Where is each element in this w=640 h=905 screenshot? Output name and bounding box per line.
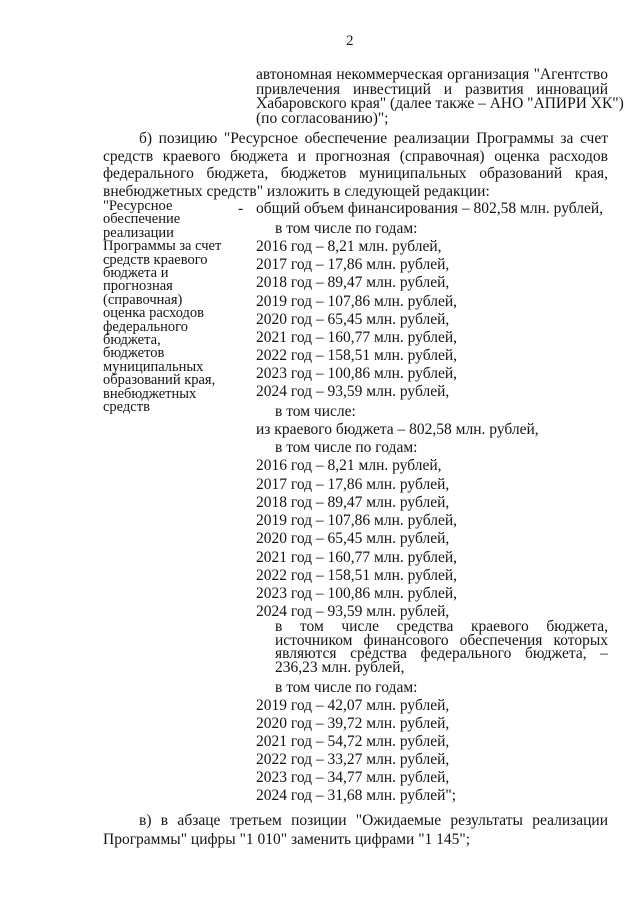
year-line: 2020 год – 65,45 млн. рублей, [256, 530, 450, 547]
year-line: 2024 год – 93,59 млн. рублей, [256, 383, 450, 400]
label-line: обеспечение [103, 211, 181, 228]
year-line: 2020 год – 65,45 млн. рублей, [256, 311, 450, 328]
text-line: (по согласованию)"; [256, 109, 389, 127]
label-line: Программы за счет [103, 238, 222, 255]
text-line: федерального бюджета, бюджетов муниципальных образований края, [103, 165, 608, 182]
year-line: 2018 год – 89,47 млн. рублей, [256, 494, 450, 511]
including-label: в том числе: [275, 403, 356, 420]
by-years-label: в том числе по годам: [275, 679, 418, 696]
label-line: средств [103, 399, 150, 416]
label-line: муниципальных [103, 358, 204, 375]
text-line: Программы" цифры "1 010" заменить цифрами "1 145"; [103, 831, 471, 848]
label-line: бюджетов [103, 345, 165, 362]
position-label [103, 200, 238, 415]
text-line: в) в абзаце третьем позиции "Ожидаемые результаты реализации [139, 812, 608, 829]
text-line: привлечения инвестиций и развития инноваций [256, 80, 608, 98]
text-line: б) позицию "Ресурсное обеспечение реализации Программы за счет [139, 130, 608, 147]
text-line: автономная некоммерческая организация "Агентство [256, 66, 608, 83]
year-line: 2018 год – 89,47 млн. рублей, [256, 274, 450, 291]
year-line: 2019 год – 107,86 млн. рублей, [256, 293, 458, 310]
text-line: 236,23 млн. рублей, [275, 658, 405, 676]
year-line: 2017 год – 17,86 млн. рублей, [256, 256, 450, 273]
year-line: 2021 год – 54,72 млн. рублей, [256, 733, 450, 750]
by-years-label: в том числе по годам: [275, 439, 418, 456]
year-line: 2024 год – 93,59 млн. рублей, [256, 603, 450, 620]
label-line: "Ресурсное [103, 198, 173, 214]
year-line: 2024 год – 31,68 млн. рублей"; [256, 787, 457, 804]
text-line: Хабаровского края" (далее также – АНО "АПИРИ ХК") [256, 95, 624, 112]
column-dash: - [238, 200, 244, 217]
year-line: 2021 год – 160,77 млн. рублей, [256, 329, 458, 346]
page-number: 2 [346, 33, 354, 49]
year-line: 2020 год – 39,72 млн. рублей, [256, 715, 450, 732]
label-line: прогнозная [103, 278, 173, 295]
year-line: 2023 год – 100,86 млн. рублей, [256, 365, 458, 382]
year-line: 2023 год – 34,77 млн. рублей, [256, 769, 450, 786]
by-years-label: в том числе по годам: [275, 220, 418, 237]
year-line: 2016 год – 8,21 млн. рублей, [256, 238, 442, 255]
year-line: 2022 год – 158,51 млн. рублей, [256, 347, 458, 364]
federal-share-block [275, 620, 608, 674]
label-line: средств краевого [103, 251, 208, 268]
text-line: источником финансового обеспечения которых [275, 631, 608, 649]
paragraph-b [103, 130, 608, 200]
total-funding: общий объем финансирования – 802,58 млн. рублей, [256, 200, 604, 217]
year-line: 2019 год – 42,07 млн. рублей, [256, 697, 450, 714]
year-line: 2021 год – 160,77 млн. рублей, [256, 549, 458, 566]
year-line: 2022 год – 33,27 млн. рублей, [256, 751, 450, 768]
year-line: 2019 год – 107,86 млн. рублей, [256, 512, 458, 529]
year-line: 2017 год – 17,86 млн. рублей, [256, 476, 450, 493]
label-line: федерального [103, 318, 188, 335]
label-line: внебюджетных [103, 385, 197, 402]
year-line: 2023 год – 100,86 млн. рублей, [256, 585, 458, 602]
text-line: внебюджетных средств" изложить в следующей редакции: [103, 182, 490, 200]
text-line: являются средства федерального бюджета, – [275, 645, 608, 663]
label-line: оценка расходов [103, 305, 205, 322]
year-line: 2022 год – 158,51 млн. рублей, [256, 567, 458, 584]
regional-funding: из краевого бюджета – 802,58 млн. рублей, [256, 421, 539, 438]
label-line: (справочная) [103, 291, 183, 308]
org-continuation [256, 66, 624, 127]
year-line: 2016 год – 8,21 млн. рублей, [256, 457, 442, 474]
text-line: средств краевого бюджета и прогнозная (справочная) оценка расходов [103, 147, 608, 165]
label-line: образований края, [103, 372, 216, 389]
label-line: бюджета, [103, 332, 161, 349]
label-line: реализации [103, 224, 174, 241]
text-line: в том числе средства краевого бюджета, [275, 618, 608, 635]
paragraph-v [103, 811, 608, 849]
label-line: бюджета и [103, 265, 169, 282]
